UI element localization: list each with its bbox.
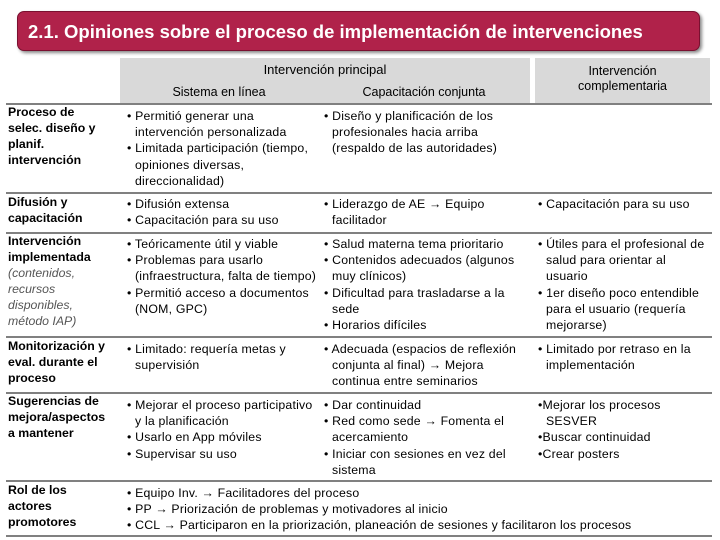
slide-title: 2.1. Opiniones sobre el proceso de implementación de intervenciones (28, 21, 643, 42)
row-label-line: implementada (8, 250, 91, 264)
cell-item: • Limitado: requería metas y supervisión (127, 342, 286, 373)
row-label-subline: método IAP) (8, 314, 77, 328)
row-label-subline: (contenidos, (8, 266, 75, 280)
cell-proceso-sistema (127, 108, 317, 189)
header-sistema-en-linea: Sistema en línea (120, 81, 318, 103)
cell-difusion-complementaria (538, 196, 708, 212)
cell-item: •Mejorar los procesos SESVER (538, 398, 661, 429)
row-label-line: promotores (8, 515, 77, 529)
cell-item: • Adecuada (espacios de reflexión conjunta al final) → Mejora continua entre seminarios (324, 342, 517, 389)
cell-item: • Salud materna tema prioritario (324, 237, 504, 251)
row-label-line: Difusión y (8, 195, 68, 209)
row-label-line: proceso (8, 371, 56, 385)
cell-item: • Útiles para el profesional de salud para orientar al usuario (538, 237, 705, 284)
cell-item: • Limitado por retraso en la implementación (538, 342, 691, 373)
row-label-difusion (8, 194, 120, 226)
header-comp-line2: complementaria (578, 79, 667, 93)
cell-monitorizacion-sistema (127, 341, 317, 373)
cell-item: • 1er diseño poco entendible para el usuario (requería mejorarse) (538, 285, 699, 333)
header-comp-line1: Intervención (588, 64, 657, 78)
header-intervencion-principal: Intervención principal (120, 58, 530, 81)
cell-monitorizacion-complementaria (538, 341, 708, 373)
header-intervencion-complementaria (535, 58, 710, 103)
row-label-monitorizacion (8, 338, 120, 386)
header-capacitacion-conjunta: Capacitación conjunta (318, 81, 530, 103)
row-label-sugerencias (8, 393, 120, 441)
cell-monitorizacion-capacitacion (324, 341, 534, 390)
row-label-intervencion-implementada (8, 233, 120, 329)
row-label-line: planif. (8, 137, 45, 151)
row-label-line: actores (8, 499, 52, 513)
row-label-line: Rol de los (8, 483, 67, 497)
row-label-line: capacitación (8, 211, 83, 225)
cell-rol-actores (127, 485, 712, 534)
row-label-subline: disponibles, (8, 298, 73, 312)
cell-sugerencias-capacitacion (324, 397, 534, 478)
cell-item: • Capacitación para su uso (127, 213, 279, 228)
cell-item: • Problemas para usarlo (infraestructura, falta de tiempo) (127, 253, 317, 284)
cell-item: • Capacitación para su uso (538, 197, 690, 211)
cell-difusion-capacitacion (324, 196, 534, 228)
row-divider (6, 535, 712, 537)
cell-item: • Permitió acceso a documentos (NOM, GPC) (127, 285, 309, 316)
row-label-line: Sugerencias de (8, 394, 99, 408)
cell-item: • Liderazgo de AE → Equipo facilitador (324, 197, 485, 228)
cell-item: • Dar continuidad (324, 398, 422, 412)
cell-item: • CCL → Participaron en la priorización, planeación de sesiones y facilitaron los procesos (127, 518, 632, 533)
cell-item: •Crear posters (538, 446, 620, 461)
cell-item: • Mejorar el proceso participativo y la planificación (127, 398, 313, 429)
cell-sugerencias-complementaria (538, 397, 708, 462)
cell-item: • Contenidos adecuados (algunos muy clínicos) (324, 253, 515, 284)
cell-proceso-capacitacion (324, 108, 534, 157)
row-label-line: selec. diseño y (8, 121, 96, 135)
slide-title-bar (17, 11, 700, 51)
row-label-proceso-seleccion (8, 104, 120, 168)
cell-item: • Usarlo en App móviles (127, 430, 262, 445)
row-label-line: intervención (8, 153, 82, 167)
row-label-line: Monitorización y (8, 339, 106, 353)
cell-item: • Iniciar con sesiones en vez del sistema (324, 446, 506, 477)
row-label-line: a mantener (8, 426, 74, 440)
cell-item: • Dificultad para trasladarse a la sede (324, 285, 505, 316)
cell-item: • Limitada participación (tiempo, opiniones diversas, direccionalidad) (127, 141, 309, 188)
cell-difusion-sistema (127, 196, 317, 228)
cell-item: • Diseño y planificación de los profesionales hacia arriba (respaldo de las autoridades) (324, 109, 498, 156)
cell-implementada-complementaria (538, 236, 708, 333)
cell-item: • Red como sede → Fomenta el acercamiento (324, 414, 505, 445)
cell-item: • PP → Priorización de problemas y motivadores al inicio (127, 502, 448, 517)
cell-implementada-sistema (127, 236, 317, 317)
row-label-line: Intervención (8, 234, 82, 248)
cell-item: •Buscar continuidad (538, 430, 651, 445)
row-label-line: Proceso de (8, 105, 75, 119)
row-label-line: mejora/aspectos (8, 410, 106, 424)
cell-sugerencias-sistema (127, 397, 317, 462)
row-label-rol-actores (8, 482, 120, 530)
row-label-subline: recursos (8, 282, 56, 296)
cell-item: • Difusión extensa (127, 197, 230, 211)
cell-item: • Equipo Inv. → Facilitadores del proceso (127, 486, 360, 500)
cell-item: • Permitió generar una intervención personalizada (127, 109, 287, 140)
row-label-line: eval. durante el (8, 355, 98, 369)
cell-item: • Horarios difíciles (324, 318, 427, 333)
cell-item: • Teóricamente útil y viable (127, 237, 279, 251)
cell-item: • Supervisar su uso (127, 446, 237, 461)
cell-implementada-capacitacion (324, 236, 534, 333)
